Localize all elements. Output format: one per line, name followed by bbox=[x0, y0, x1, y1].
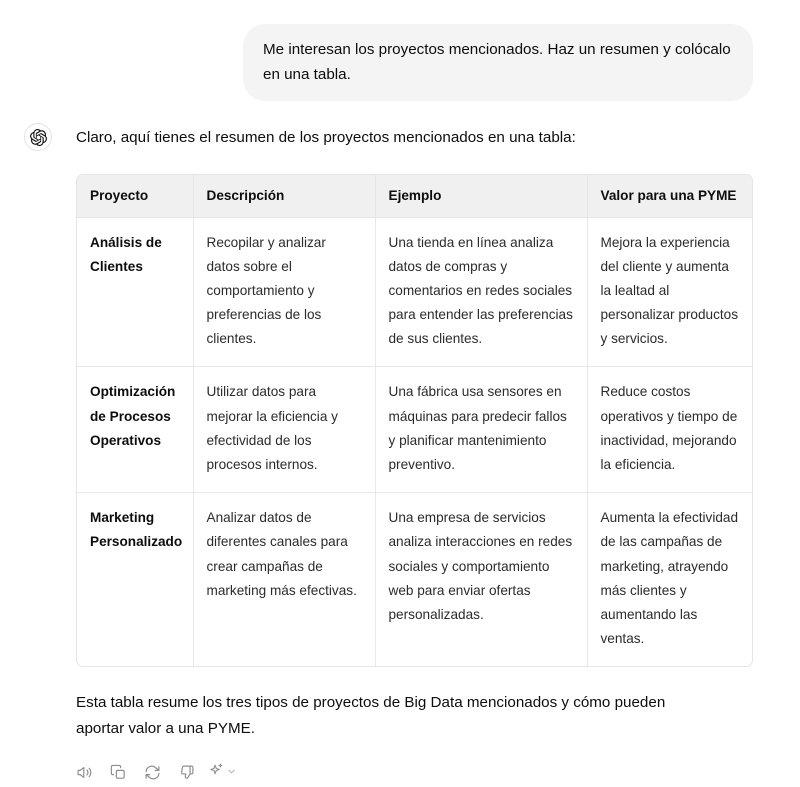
user-message-bubble: Me interesan los proyectos mencionados. Haz un resumen y colócalo en una tabla. bbox=[243, 24, 753, 101]
cell-descripcion: Recopilar y analizar datos sobre el comportamiento y preferencias de los clientes. bbox=[193, 217, 375, 367]
assistant-intro-text: Claro, aquí tienes el resumen de los proyectos mencionados en una tabla: bbox=[76, 129, 576, 147]
chatgpt-logo-icon bbox=[24, 123, 52, 151]
summary-table-container bbox=[76, 174, 753, 667]
copy-icon bbox=[110, 764, 127, 781]
assistant-closing-text: Esta tabla resume los tres tipos de proyectos de Big Data mencionados y cómo pueden aportar valor a una PYME. bbox=[76, 694, 666, 737]
cell-valor: Aumenta la efectividad de las campañas de marketing, atrayendo más clientes y aumentando las ventas. bbox=[600, 510, 739, 647]
user-message-row bbox=[0, 0, 800, 101]
chevron-down-icon bbox=[226, 764, 237, 782]
cell-valor: Reduce costos operativos y tiempo de inactividad, mejorando la eficiencia. bbox=[587, 367, 753, 493]
table-row bbox=[77, 367, 753, 493]
sparkle-icon bbox=[208, 762, 225, 784]
thumbs-down-icon bbox=[178, 764, 195, 781]
read-aloud-icon bbox=[76, 764, 93, 781]
column-header-valor: Valor para una PYME bbox=[587, 175, 753, 217]
cell-ejemplo: Una fábrica usa sensores en máquinas para predecir fallos y planificar mantenimiento preventivo. bbox=[375, 367, 587, 493]
cell-descripcion: Analizar datos de diferentes canales para crear campañas de marketing más efectivas. bbox=[193, 493, 375, 667]
cell-proyecto: Marketing Personalizado bbox=[77, 493, 193, 667]
model-switch-button[interactable] bbox=[206, 762, 239, 784]
table-row bbox=[77, 493, 753, 667]
cell-proyecto: Análisis de Clientes bbox=[77, 217, 193, 367]
cell-ejemplo: Una empresa de servicios analiza interacciones en redes sociales y comportamiento web para enviar ofertas personalizadas. bbox=[375, 493, 587, 667]
message-actions-bar bbox=[70, 758, 756, 787]
assistant-message-row bbox=[0, 101, 800, 787]
summary-table bbox=[77, 175, 753, 666]
table-row bbox=[77, 217, 753, 367]
read-aloud-button[interactable] bbox=[70, 758, 99, 787]
column-header-proyecto: Proyecto bbox=[77, 175, 193, 217]
table-header-row bbox=[77, 175, 753, 217]
cell-valor: Mejora la experiencia del cliente y aumenta la lealtad al personalizar productos y servicios. bbox=[587, 217, 753, 367]
assistant-body bbox=[76, 123, 756, 787]
thumbs-down-button[interactable] bbox=[172, 758, 201, 787]
column-header-descripcion: Descripción bbox=[193, 175, 375, 217]
regenerate-button[interactable] bbox=[138, 758, 167, 787]
cell-ejemplo: Una tienda en línea analiza datos de compras y comentarios en redes sociales para entender las preferencias de sus clientes. bbox=[375, 217, 587, 367]
regenerate-icon bbox=[144, 764, 161, 781]
copy-button[interactable] bbox=[104, 758, 133, 787]
column-header-ejemplo: Ejemplo bbox=[375, 175, 587, 217]
cell-descripcion: Utilizar datos para mejorar la eficiencia y efectividad de los procesos internos. bbox=[193, 367, 375, 493]
cell-proyecto: Optimización de Procesos Operativos bbox=[77, 367, 193, 493]
